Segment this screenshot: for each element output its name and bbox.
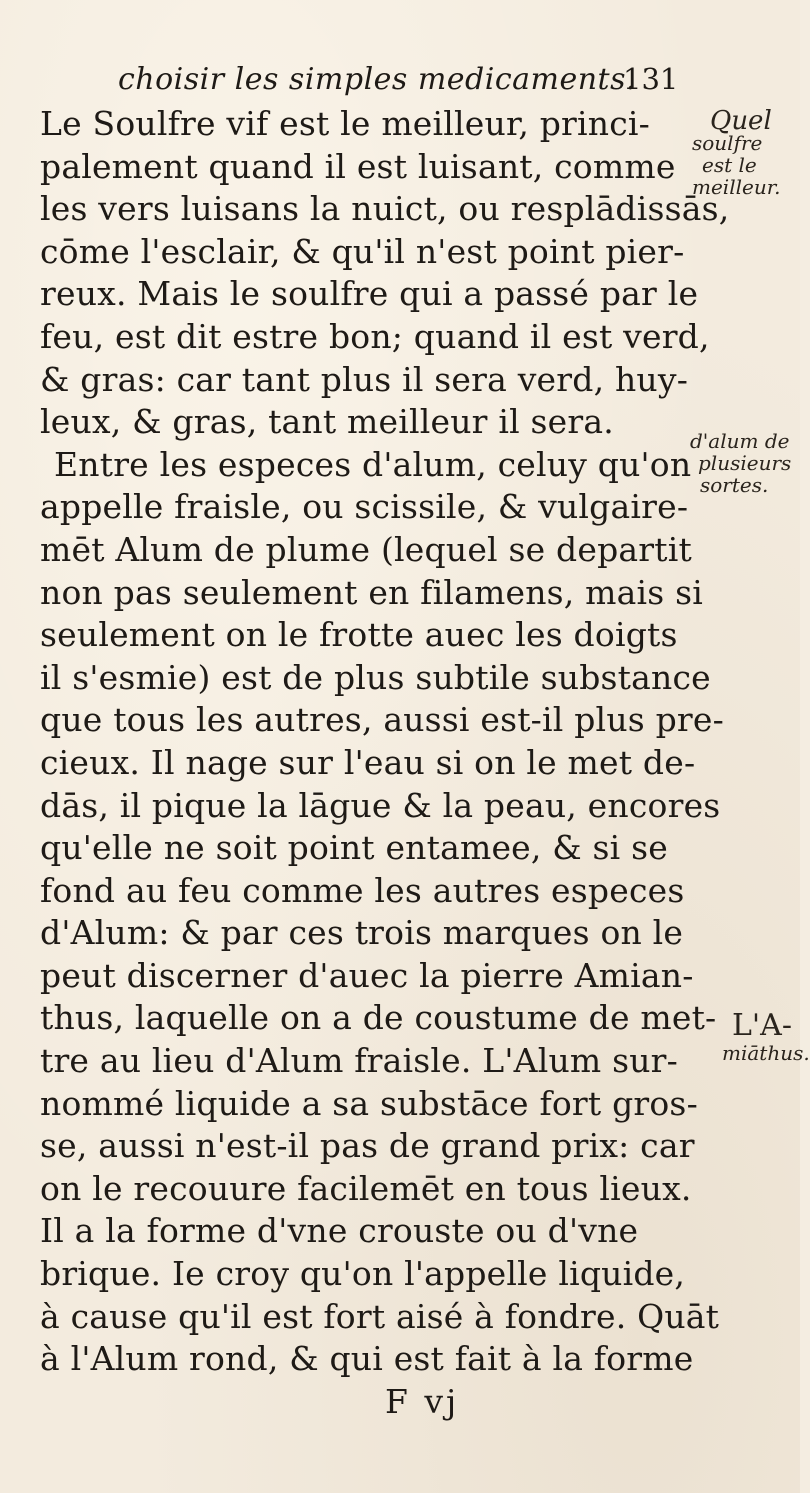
text-line: d'Alum: & par ces trois marques on le bbox=[40, 913, 684, 953]
text-line: peut discerner d'auec la pierre Amian- bbox=[40, 955, 694, 995]
text-line: reux. Mais le soulfre qui a passé par le bbox=[40, 274, 699, 314]
text-line: seulement on le frotte auec les doigts bbox=[40, 615, 678, 655]
text-line: que tous les autres, aussi est-il plus pre- bbox=[40, 700, 724, 740]
text-line: fond au feu comme les autres especes bbox=[40, 870, 685, 910]
text-line: & gras: car tant plus il sera verd, huy- bbox=[40, 359, 689, 399]
text-line: tre au lieu d'Alum fraisle. L'Alum sur- bbox=[40, 1041, 679, 1081]
body-text bbox=[40, 103, 730, 1423]
running-head bbox=[118, 62, 678, 102]
margin-note-line: d'alum de bbox=[690, 429, 790, 453]
text-line: il s'esmie) est de plus subtile substance bbox=[40, 657, 711, 697]
text-line: feu, est dit estre bon; quand il est verd, bbox=[40, 316, 710, 356]
margin-note-alum bbox=[690, 430, 791, 496]
margin-note-soulfre bbox=[692, 106, 781, 199]
text-line: dās, il pique la lāgue & la peau, encores bbox=[40, 785, 721, 825]
text-line: qu'elle ne soit point entamee, & si se bbox=[40, 828, 668, 868]
text-line: palement quand il est luisant, comme bbox=[40, 146, 676, 186]
text-line: appelle fraisle, ou scissile, & vulgaire- bbox=[40, 487, 689, 527]
margin-note-line: miāthus. bbox=[722, 1041, 810, 1065]
text-line: non pas seulement en filamens, mais si bbox=[40, 572, 704, 612]
text-line: on le recouure facilemēt en tous lieux. bbox=[40, 1168, 692, 1208]
text-line: leux, & gras, tant meilleur il sera. bbox=[40, 402, 614, 442]
text-line: mēt Alum de plume (lequel se departit bbox=[40, 529, 692, 569]
margin-note-line: meilleur. bbox=[692, 175, 781, 199]
text-line: brique. Ie croy qu'on l'appelle liquide, bbox=[40, 1254, 686, 1294]
text-line: cieux. Il nage sur l'eau si on le met de- bbox=[40, 742, 696, 782]
margin-note-line: plusieurs bbox=[698, 451, 792, 475]
running-title: choisir les simples medicaments. bbox=[118, 62, 637, 97]
text-line: Il a la forme d'vne crouste ou d'vne bbox=[40, 1211, 639, 1251]
margin-note-line: Quel bbox=[710, 106, 772, 136]
text-line: les vers luisans la nuict, ou resplādissās, bbox=[40, 189, 730, 229]
margin-note-line: soulfre bbox=[692, 131, 763, 155]
text-line: thus, laquelle on a de coustume de met- bbox=[40, 998, 717, 1038]
text-line: à l'Alum rond, & qui est fait à la forme bbox=[40, 1339, 694, 1379]
text-line: nommé liquide a sa substāce fort gros- bbox=[40, 1083, 698, 1123]
text-line: se, aussi n'est-il pas de grand prix: car bbox=[40, 1126, 695, 1166]
text-line: Le Soulfre vif est le meilleur, princi- bbox=[40, 104, 651, 143]
margin-note-amianthus bbox=[722, 1010, 810, 1064]
signature-mark: F vj bbox=[385, 1381, 460, 1421]
text-line: à cause qu'il est fort aisé à fondre. Quāt bbox=[40, 1296, 720, 1336]
page-number: 131 bbox=[623, 62, 679, 96]
margin-note-line: sortes. bbox=[700, 473, 769, 497]
margin-note-line: est le bbox=[702, 153, 757, 177]
margin-note-line: L'A- bbox=[732, 1008, 792, 1043]
text-line: cōme l'esclair, & qu'il n'est point pier- bbox=[40, 231, 685, 271]
text-line: Entre les especes d'alum, celuy qu'on bbox=[54, 444, 692, 484]
